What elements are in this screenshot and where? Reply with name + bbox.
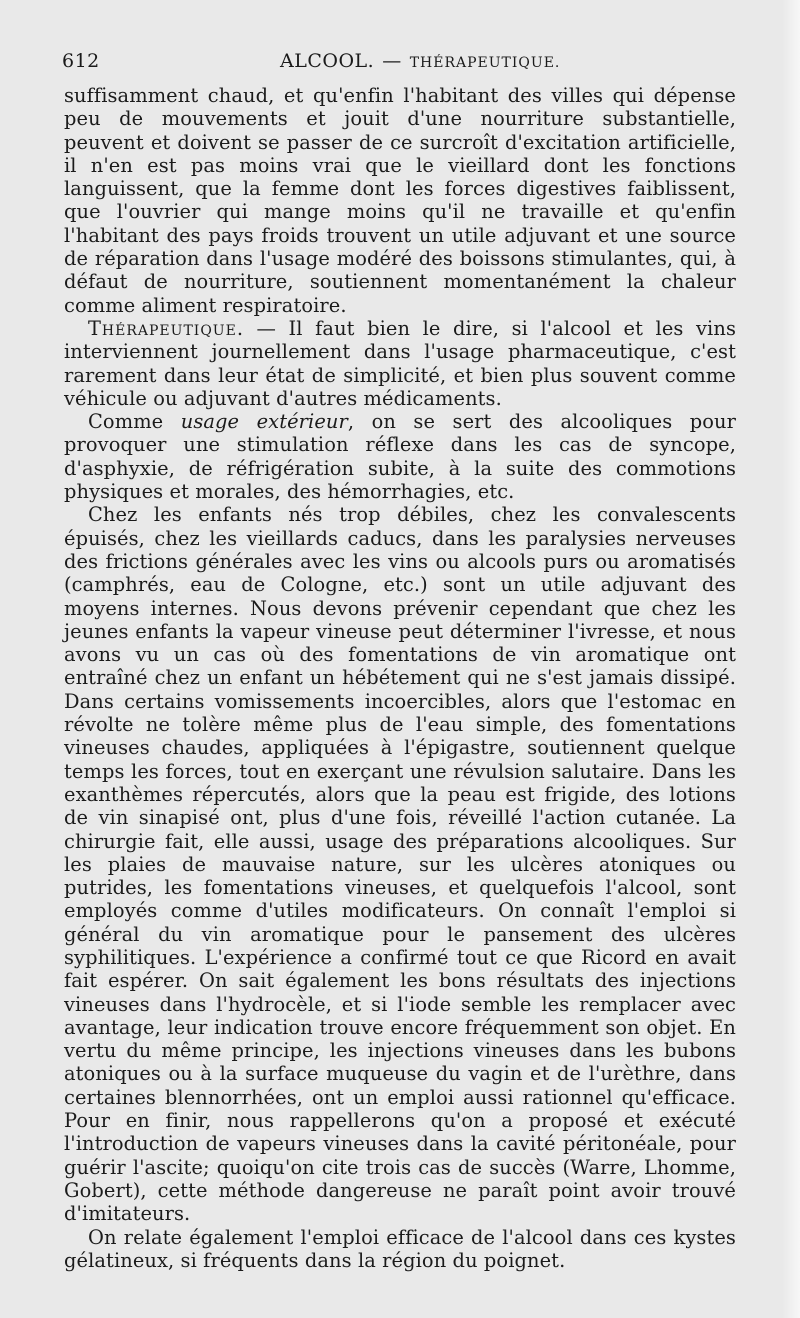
running-title <box>280 50 560 72</box>
section-heading: Thérapeutique. <box>88 316 244 340</box>
paragraph-kystes: On relate également l'emploi efficace de l'alcool dans ces kystes gélatineux, si fréquents dans la région du poignet. <box>64 1225 736 1272</box>
running-header <box>62 50 732 80</box>
paragraph-continuation: suffisamment chaud, et qu'enfin l'habitant des villes qui dépense peu de mouvements et jouit d'une nourriture substantielle, peuvent et doivent se passer de ce surcroît d'excitation artificielle, il n'en est pas moins vrai que le vieillard dont les fonctions languissent, que la femme dont les forces digestives faiblissent, que l'ouvrier qui mange moins qu'il ne travaille et qu'enfin l'habitant des pays froids trouvent un utile adjuvant et une source de réparation dans l'usage modéré des boissons stimulantes, qui, à défaut de nourriture, soutiennent momentanément la chaleur comme aliment respiratoire. <box>64 84 736 317</box>
page-number: 612 <box>62 50 100 72</box>
paragraph-text: , on se sert des alcooliques pour provoquer une stimulation réflexe dans les cas de syncope, d'asphyxie, de réfrigération subite, à la suite des commotions physiques et morales, des hémorrhagies, etc. <box>64 410 736 504</box>
running-title-section: THÉRAPEUTIQUE. <box>409 55 561 71</box>
paragraph-enfants: Chez les enfants nés trop débiles, chez les convalescents épuisés, chez les vieillards caducs, dans les paralysies nerveuses des frictions générales avec les vins ou alcools purs ou aromatisés (camphrés, eau de Cologne, etc.) sont un utile adjuvant des moyens internes. Nous devons prévenir cependant que chez les jeunes enfants la vapeur vineuse peut déterminer l'ivresse, et nous avons vu un cas où des fomentations de vin aromatique ont entraîné chez un enfant un hébétement qui ne s'est jamais dissipé. Dans certains vomissements incoercibles, alors que l'estomac en révolte ne tolère même plus de l'eau simple, des fomentations vineuses chaudes, appliquées à l'épigastre, soutiennent quelque temps les forces, tout en exerçant une révulsion salutaire. Dans les exanthèmes répercutés, alors que la peau est frigide, des lotions de vin sinapisé ont, plus d'une fois, réveillé l'action cutanée. La chirurgie fait, elle aussi, usage des préparations alcooliques. Sur les plaies de mauvaise nature, sur les ulcères atoniques ou putrides, les fomentations vineuses, et quelquefois l'alcool, sont employés comme d'utiles modificateurs. On connaît l'emploi si général du vin aromatique pour le pansement des ulcères syphilitiques. L'expérience a confirmé tout ce que Ricord en avait fait espérer. On sait également les bons résultats des injections vineuses dans l'hydrocèle, et si l'iode semble les remplacer avec avantage, leur indication trouve encore fréquemment son objet. En vertu du même principe, les injections vineuses dans les bubons atoniques ou à la surface muqueuse du vagin et de l'urèthre, dans certaines blennorrhées, ont un emploi aussi rationnel qu'efficace. Pour en finir, nous rappellerons qu'on a proposé et exécuté l'introduction de vapeurs vineuses dans la cavité péritonéale, pour guérir l'ascite; quoiqu'on cite trois cas de succès (Warre, Lhomme, Gobert), cette méthode dangereuse ne paraît point avoir trouvé d'imitateurs. <box>64 503 736 1226</box>
paragraph-text: — Il faut bien le dire, si l'alcool et les vins interviennent journellement dans l'usage pharmaceutique, c'est rarement dans leur état de simplicité, et bien plus souvent comme véhicule ou adjuvant d'autres médicaments. <box>64 316 736 410</box>
emphasis-usage-exterieur: usage extérieur <box>180 410 348 434</box>
page-edge <box>782 0 800 1318</box>
paragraph-lead: Comme <box>88 410 181 434</box>
paragraph-usage-exterieur <box>64 410 736 503</box>
running-title-dash: — <box>382 50 402 72</box>
paragraph-therapeutique <box>64 317 736 410</box>
body-text <box>64 84 736 1272</box>
running-title-main: ALCOOL. <box>280 50 375 72</box>
